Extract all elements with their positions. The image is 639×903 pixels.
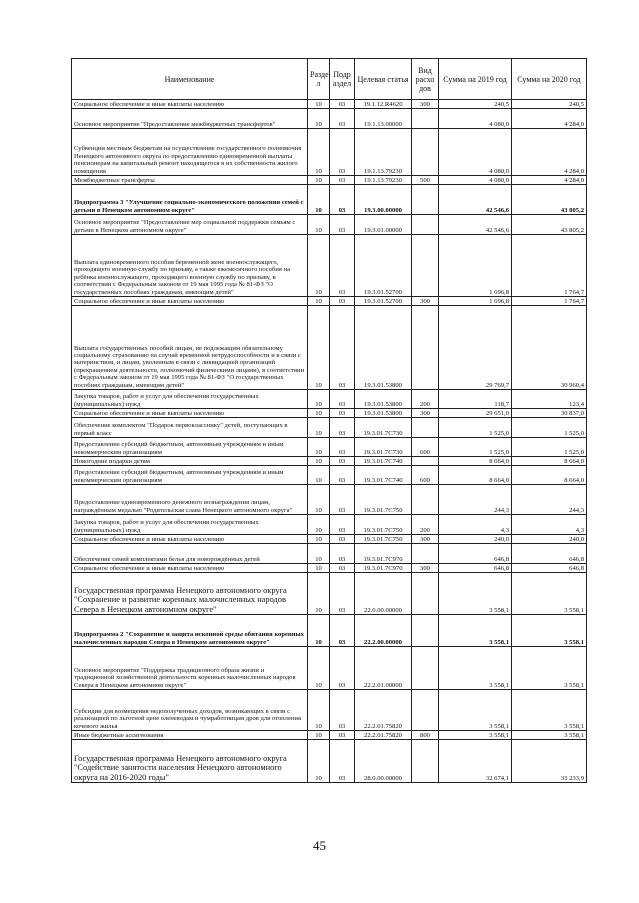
row-name: Межбюджетные трансферты	[72, 176, 308, 185]
row-target-article: 19.3.01.7С730	[355, 438, 412, 457]
row-name: Предоставление единовременного денежного вознаграждения лицам, награждённым медалью "Родительская слава Ненецкого автономного округа"	[72, 485, 308, 515]
row-name: Закупка товаров, работ и услуг для обеспечения государственных (муниципальных) нужд	[72, 390, 308, 409]
table-header-row	[72, 59, 587, 100]
row-subsection: 03	[330, 740, 355, 783]
row-sum-2019: 29 651,0	[439, 409, 512, 418]
row-name: Социальное обеспечение и иные выплаты населению	[72, 564, 308, 573]
row-sum-2020: 3 558,1	[512, 690, 587, 731]
row-sum-2020: 244,3	[512, 485, 587, 515]
table-row	[72, 129, 587, 176]
page-number: 45	[313, 838, 326, 853]
row-section: 10	[308, 109, 330, 129]
table-row	[72, 100, 587, 109]
row-subsection: 03	[330, 129, 355, 176]
row-expense-type	[412, 109, 439, 129]
row-sum-2019: 42 546,6	[439, 215, 512, 235]
row-section: 10	[308, 235, 330, 297]
row-name: Субвенции местным бюджетам на осуществление государственного полномочия Ненецкого автономного округа по предоставлению единовременной выплаты пенсионерам на капитальный ремонт находящегося в их собственности жилого помещения	[72, 129, 308, 176]
row-name: Закупка товаров, работ и услуг для обеспечения государственных (муниципальных) нужд	[72, 515, 308, 535]
row-target-article: 19.3.01.00000	[355, 215, 412, 235]
row-sum-2019: 3 558,1	[439, 647, 512, 690]
header-section: Разде л	[308, 59, 330, 100]
row-expense-type: 800	[412, 731, 439, 740]
header-name: Наименование	[72, 59, 308, 100]
row-name: Государственная программа Ненецкого автономного округа "Сохранение и развитие коренных малочисленных народов Севера в Ненецком автономном округе"	[72, 573, 308, 615]
row-section: 10	[308, 573, 330, 615]
row-target-article: 19.1.13.79230	[355, 129, 412, 176]
table-row	[72, 615, 587, 647]
row-subsection: 03	[330, 690, 355, 731]
row-sum-2019: 118,7	[439, 390, 512, 409]
row-expense-type	[412, 306, 439, 390]
row-sum-2020: 4 284,0	[512, 109, 587, 129]
table-row	[72, 215, 587, 235]
row-subsection: 03	[330, 485, 355, 515]
row-section: 10	[308, 485, 330, 515]
row-subsection: 03	[330, 466, 355, 485]
row-name: Предоставление субсидий бюджетным, автономным учреждениям и иным некоммерческим организациям	[72, 466, 308, 485]
row-sum-2020: 4 284,0	[512, 176, 587, 185]
row-name: Социальное обеспечение и иные выплаты населению	[72, 100, 308, 109]
row-expense-type: 300	[412, 409, 439, 418]
row-target-article: 22.0.00.00000	[355, 573, 412, 615]
row-target-article: 19.3.01.7С740	[355, 457, 412, 466]
table-row	[72, 457, 587, 466]
row-expense-type: 300	[412, 100, 439, 109]
row-target-article: 19.3.01.7С970	[355, 564, 412, 573]
row-expense-type	[412, 215, 439, 235]
header-expense-type: Вид расхо дов	[412, 59, 439, 100]
table-row	[72, 515, 587, 535]
row-name: Основное мероприятие "Предоставление мер социальной поддержки семьям с детьми в Ненецком автономном округе"	[72, 215, 308, 235]
row-section: 10	[308, 185, 330, 215]
table-row	[72, 438, 587, 457]
row-name: Социальное обеспечение и иные выплаты населению	[72, 297, 308, 306]
row-expense-type: 600	[412, 438, 439, 457]
row-name: Новогодние подарки детям	[72, 457, 308, 466]
row-section: 10	[308, 740, 330, 783]
row-section: 10	[308, 438, 330, 457]
row-subsection: 03	[330, 297, 355, 306]
row-target-article: 19.3.01.7С750	[355, 535, 412, 544]
row-sum-2020: 1 764,7	[512, 235, 587, 297]
row-section: 10	[308, 466, 330, 485]
header-subsection: Подр аздел	[330, 59, 355, 100]
row-name: Предоставление субсидий бюджетным, автономным учреждениям и иным некоммерческим организациям	[72, 438, 308, 457]
table-row	[72, 485, 587, 515]
row-sum-2020: 4,3	[512, 515, 587, 535]
row-sum-2020: 3 558,1	[512, 647, 587, 690]
row-sum-2020: 3 558,1	[512, 615, 587, 647]
header-target-article: Целевая статья	[355, 59, 412, 100]
row-name: Иные бюджетные ассигнования	[72, 731, 308, 740]
row-name: Социальное обеспечение и иные выплаты населению	[72, 535, 308, 544]
row-section: 10	[308, 457, 330, 466]
row-sum-2019: 1 525,0	[439, 438, 512, 457]
row-name: Основное мероприятие "Предоставление межбюджетных трансфертов"	[72, 109, 308, 129]
row-section: 10	[308, 297, 330, 306]
row-expense-type: 600	[412, 466, 439, 485]
budget-table	[71, 58, 587, 783]
row-target-article: 19.3.01.7С970	[355, 544, 412, 564]
table-row	[72, 109, 587, 129]
row-section: 10	[308, 564, 330, 573]
row-name: Выплата государственных пособий лицам, не подлежащим обязательному социальному страхованию на случай временной нетрудоспособности и в связи с материнством, и лицам, уволенным в связи с ликвидацией организаций (прекращением деятельности, полномочий физическими лицами), в соответствии с Федеральным законом от 19 мая 1995 года № 81-ФЗ "О государственных пособиях гражданам, имеющим детей"	[72, 306, 308, 390]
header-sum-2020: Сумма на 2020 год	[512, 59, 587, 100]
row-sum-2019: 3 558,1	[439, 573, 512, 615]
row-name: Выплата единовременного пособия беременной жене военнослужащего, проходящего военную службу по призыву, а также ежемесячного пособия на ребёнка военнослужащего, проходящего военную службу по призыву, в соответствии с Федеральным законом от 19 мая 1995 года № 81-ФЗ "О государственных пособиях гражданам, имеющим детей"	[72, 235, 308, 297]
row-sum-2019: 42 546,6	[439, 185, 512, 215]
row-name: Государственная программа Ненецкого автономного округа "Содействие занятости населения Ненецкого автономного округа на 2016-2020 годы"	[72, 740, 308, 783]
row-section: 10	[308, 418, 330, 438]
row-subsection: 03	[330, 418, 355, 438]
row-sum-2020: 1 525,0	[512, 438, 587, 457]
row-sum-2019: 646,8	[439, 564, 512, 573]
table-row	[72, 690, 587, 731]
table-row	[72, 306, 587, 390]
table-row	[72, 740, 587, 783]
row-sum-2019: 240,0	[439, 535, 512, 544]
row-sum-2020: 30 960,4	[512, 306, 587, 390]
row-section: 10	[308, 690, 330, 731]
row-section: 10	[308, 390, 330, 409]
row-sum-2020: 646,8	[512, 564, 587, 573]
table-row	[72, 409, 587, 418]
row-subsection: 03	[330, 215, 355, 235]
table-body	[72, 100, 587, 783]
row-name: Социальное обеспечение и иные выплаты населению	[72, 409, 308, 418]
row-sum-2020: 3 558,1	[512, 731, 587, 740]
row-sum-2020: 43 805,2	[512, 215, 587, 235]
row-name: Подпрограмма 3 "Улучшение социально-экономического положения семей с детьми в Ненецком автономном округе"	[72, 185, 308, 215]
row-sum-2019: 1 696,8	[439, 235, 512, 297]
row-section: 10	[308, 544, 330, 564]
row-expense-type	[412, 615, 439, 647]
row-name: Подпрограмма 2 "Сохранение и защита исконной среды обитания коренных малочисленных народов Севера в Ненецком автономном округе"	[72, 615, 308, 647]
row-section: 10	[308, 129, 330, 176]
row-sum-2020: 1 525,0	[512, 418, 587, 438]
row-expense-type: 200	[412, 515, 439, 535]
row-sum-2020: 240,5	[512, 100, 587, 109]
row-subsection: 03	[330, 438, 355, 457]
row-sum-2019: 3 558,1	[439, 731, 512, 740]
header-sum-2019: Сумма на 2019 год	[439, 59, 512, 100]
row-target-article: 22.2.00.00000	[355, 615, 412, 647]
row-target-article: 22.2.01.75820	[355, 690, 412, 731]
row-subsection: 03	[330, 235, 355, 297]
row-expense-type: 500	[412, 176, 439, 185]
row-sum-2019: 1 525,0	[439, 418, 512, 438]
row-subsection: 03	[330, 100, 355, 109]
row-sum-2019: 32 674,1	[439, 740, 512, 783]
row-subsection: 03	[330, 306, 355, 390]
row-sum-2019: 1 696,8	[439, 297, 512, 306]
table-row	[72, 564, 587, 573]
row-expense-type	[412, 457, 439, 466]
row-sum-2019: 29 769,7	[439, 306, 512, 390]
row-expense-type: 300	[412, 535, 439, 544]
row-target-article: 19.3.01.7С740	[355, 466, 412, 485]
table-row	[72, 535, 587, 544]
row-target-article: 19.3.01.52700	[355, 297, 412, 306]
row-subsection: 03	[330, 176, 355, 185]
row-target-article: 28.0.00.00000	[355, 740, 412, 783]
row-target-article: 19.3.01.53800	[355, 409, 412, 418]
table-row	[72, 647, 587, 690]
row-target-article: 19.1.13.00000	[355, 109, 412, 129]
row-sum-2020: 8 664,0	[512, 466, 587, 485]
row-sum-2019: 4,3	[439, 515, 512, 535]
row-expense-type	[412, 573, 439, 615]
table-row	[72, 418, 587, 438]
row-target-article: 19.3.01.7С750	[355, 485, 412, 515]
table-row	[72, 466, 587, 485]
row-expense-type	[412, 418, 439, 438]
row-section: 10	[308, 615, 330, 647]
row-expense-type	[412, 740, 439, 783]
table-row	[72, 176, 587, 185]
table-row	[72, 731, 587, 740]
table-row	[72, 235, 587, 297]
row-sum-2020: 123,4	[512, 390, 587, 409]
row-subsection: 03	[330, 109, 355, 129]
row-subsection: 03	[330, 573, 355, 615]
table-row	[72, 297, 587, 306]
row-sum-2019: 4 080,0	[439, 109, 512, 129]
row-expense-type	[412, 485, 439, 515]
row-expense-type: 200	[412, 390, 439, 409]
row-expense-type	[412, 647, 439, 690]
row-sum-2020: 43 805,2	[512, 185, 587, 215]
row-target-article: 19.1.12.R4620	[355, 100, 412, 109]
row-sum-2020: 30 837,0	[512, 409, 587, 418]
row-section: 10	[308, 176, 330, 185]
row-target-article: 22.2.01.75820	[355, 731, 412, 740]
row-sum-2019: 8 664,0	[439, 466, 512, 485]
row-subsection: 03	[330, 544, 355, 564]
row-expense-type: 300	[412, 564, 439, 573]
row-subsection: 03	[330, 409, 355, 418]
table-row	[72, 185, 587, 215]
row-name: Обеспечение комплектом "Подарок первокласснику" детей, поступающих в первый класс	[72, 418, 308, 438]
row-target-article: 19.3.01.53800	[355, 306, 412, 390]
row-section: 10	[308, 215, 330, 235]
row-section: 10	[308, 731, 330, 740]
row-section: 10	[308, 409, 330, 418]
row-name: Основное мероприятие "Поддержка традиционного образа жизни и традиционной хозяйственной деятельности коренных малочисленных народов Севера в Ненецком автономном округе"	[72, 647, 308, 690]
row-sum-2019: 646,8	[439, 544, 512, 564]
row-sum-2019: 3 558,1	[439, 690, 512, 731]
row-section: 10	[308, 306, 330, 390]
row-target-article: 19.3.01.52700	[355, 235, 412, 297]
row-sum-2019: 240,5	[439, 100, 512, 109]
row-expense-type	[412, 544, 439, 564]
row-section: 10	[308, 515, 330, 535]
row-expense-type	[412, 235, 439, 297]
row-target-article: 19.3.00.00000	[355, 185, 412, 215]
row-subsection: 03	[330, 564, 355, 573]
row-expense-type	[412, 129, 439, 176]
row-sum-2019: 8 664,0	[439, 457, 512, 466]
row-target-article: 19.3.01.53800	[355, 390, 412, 409]
row-sum-2020: 1 764,7	[512, 297, 587, 306]
row-subsection: 03	[330, 535, 355, 544]
row-sum-2019: 3 558,1	[439, 615, 512, 647]
row-subsection: 03	[330, 185, 355, 215]
row-sum-2020: 3 558,1	[512, 573, 587, 615]
table-row	[72, 544, 587, 564]
row-subsection: 03	[330, 515, 355, 535]
row-sum-2019: 4 080,0	[439, 129, 512, 176]
row-target-article: 22.2.01.00000	[355, 647, 412, 690]
table-row	[72, 573, 587, 615]
row-subsection: 03	[330, 647, 355, 690]
row-sum-2019: 4 080,0	[439, 176, 512, 185]
row-section: 10	[308, 535, 330, 544]
row-sum-2020: 33 233,9	[512, 740, 587, 783]
table-row	[72, 390, 587, 409]
row-target-article: 19.1.13.79230	[355, 176, 412, 185]
row-section: 10	[308, 100, 330, 109]
row-subsection: 03	[330, 731, 355, 740]
row-sum-2020: 240,0	[512, 535, 587, 544]
row-expense-type: 300	[412, 297, 439, 306]
row-target-article: 19.3.01.7С750	[355, 515, 412, 535]
row-sum-2019: 244,3	[439, 485, 512, 515]
row-expense-type	[412, 690, 439, 731]
row-subsection: 03	[330, 457, 355, 466]
row-subsection: 03	[330, 615, 355, 647]
row-subsection: 03	[330, 390, 355, 409]
row-section: 10	[308, 647, 330, 690]
row-name: Субсидии для возмещения недополученных доходов, возникающих в связи с реализацией по льготной цене оленеводам и чумработницам дров для отопления кочевого жилья	[72, 690, 308, 731]
row-sum-2020: 4 284,0	[512, 129, 587, 176]
row-sum-2020: 8 664,0	[512, 457, 587, 466]
row-sum-2020: 646,8	[512, 544, 587, 564]
row-expense-type	[412, 185, 439, 215]
row-target-article: 19.3.01.7С730	[355, 418, 412, 438]
row-name: Обеспечение семей комплектами белья для новорождённых детей	[72, 544, 308, 564]
